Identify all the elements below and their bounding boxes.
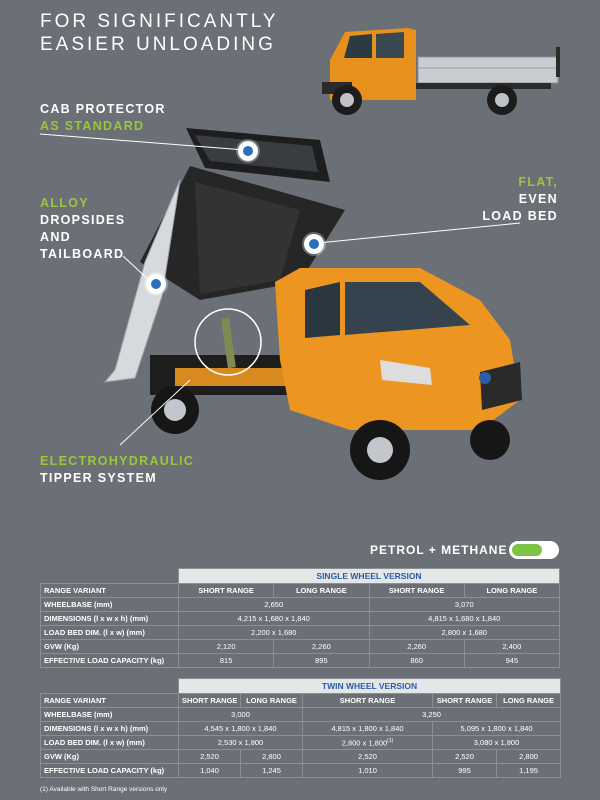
row-label: EFFECTIVE LOAD CAPACITY (kg)	[41, 764, 179, 778]
table-cell: 895	[274, 654, 369, 668]
table-cell: 3,080 x 1,800	[433, 736, 561, 750]
twin-wheel-title: TWIN WHEEL VERSION	[179, 679, 561, 694]
table-cell: 2,530 x 1,800	[179, 736, 303, 750]
table-row	[41, 708, 561, 722]
row-label: WHEELBASE (mm)	[41, 708, 179, 722]
single-wheel-table	[40, 568, 560, 668]
table-cell: 1,245	[241, 764, 303, 778]
table-cell: 2,400	[464, 640, 559, 654]
callout-cab-protector-line-1: CAB PROTECTOR	[40, 102, 166, 116]
table-cell: 4,815 x 1,680 x 1,840	[369, 612, 560, 626]
header-cell: SHORT RANGE	[303, 694, 433, 708]
table-cell: 995	[433, 764, 497, 778]
callout-electrohydraulic	[40, 453, 194, 487]
header-cell: RANGE VARIANT	[41, 584, 179, 598]
row-label: LOAD BED DIM. (l x w) (mm)	[41, 626, 179, 640]
row-label: DIMENSIONS (l x w x h) (mm)	[41, 612, 179, 626]
callout-alloy-dropsides	[40, 195, 125, 263]
table-cell: 815	[179, 654, 274, 668]
table-cell: 3,250	[303, 708, 561, 722]
table-row	[41, 584, 560, 598]
table-cell: 945	[464, 654, 559, 668]
callout-cab-protector-line-2: AS STANDARD	[40, 119, 145, 133]
row-label: WHEELBASE (mm)	[41, 598, 179, 612]
table-row	[41, 750, 561, 764]
fuel-toggle-knob	[512, 544, 542, 556]
table-cell: 4,815 x 1,800 x 1,840	[303, 722, 433, 736]
header-cell: SHORT RANGE	[179, 694, 241, 708]
table-cell: 4,215 x 1,680 x 1,840	[179, 612, 370, 626]
footnote-marker: (1)	[387, 737, 394, 744]
header-cell: SHORT RANGE	[179, 584, 274, 598]
table-cell: 2,800 x 1,680	[369, 626, 560, 640]
blank-cell	[41, 569, 179, 584]
table-row	[41, 722, 561, 736]
table-row	[41, 764, 561, 778]
table-cell: 2,260	[274, 640, 369, 654]
table-row	[41, 736, 561, 750]
header-cell: LONG RANGE	[241, 694, 303, 708]
small-truck-image	[322, 28, 560, 115]
table-cell: 860	[369, 654, 464, 668]
table-cell: 2,260	[369, 640, 464, 654]
loadbed-value: 2,800 x 1,800	[341, 738, 388, 748]
fuel-toggle[interactable]	[509, 541, 559, 559]
headline-line-1: FOR SIGNIFICANTLY	[40, 11, 279, 32]
table-cell: 5,095 x 1,800 x 1,840	[433, 722, 561, 736]
callout-alloy-line-4: TAILBOARD	[40, 247, 125, 261]
table-cell: 2,520	[303, 750, 433, 764]
table-cell: 2,520	[179, 750, 241, 764]
twin-wheel-table	[40, 678, 561, 778]
footnote: (1) Available with Short Range versions only	[40, 786, 168, 793]
table-cell: 2,200 x 1,680	[179, 626, 370, 640]
table-row	[41, 598, 560, 612]
callout-electro-line-1: ELECTROHYDRAULIC	[40, 454, 195, 468]
header-cell: LONG RANGE	[464, 584, 559, 598]
fuel-label: PETROL + METHANE	[370, 543, 508, 557]
table-cell: 2,520	[433, 750, 497, 764]
table-cell: 1,010	[303, 764, 433, 778]
cab-protector-pin	[238, 141, 258, 161]
table-row	[41, 612, 560, 626]
row-label: LOAD BED DIM. (l x w) (mm)	[41, 736, 179, 750]
table-row	[41, 654, 560, 668]
header-cell: RANGE VARIANT	[41, 694, 179, 708]
callout-electro-line-2: TIPPER SYSTEM	[40, 471, 157, 485]
table-cell: 2,650	[179, 598, 370, 612]
header-cell: LONG RANGE	[274, 584, 369, 598]
load-bed-pin	[304, 234, 324, 254]
header-cell: SHORT RANGE	[369, 584, 464, 598]
table-cell: 3,070	[369, 598, 560, 612]
header-cell: LONG RANGE	[497, 694, 561, 708]
table-cell: 2,120	[179, 640, 274, 654]
callout-flat-line-1: FLAT,	[518, 175, 558, 189]
callout-alloy-line-1: ALLOY	[40, 196, 89, 210]
single-wheel-title: SINGLE WHEEL VERSION	[179, 569, 560, 584]
callout-flat-load-bed	[482, 174, 558, 225]
table-cell: 1,040	[179, 764, 241, 778]
table-row	[41, 694, 561, 708]
dropsides-pin	[146, 274, 166, 294]
table-row	[41, 626, 560, 640]
row-label: GVW (Kg)	[41, 750, 179, 764]
callout-flat-line-2: EVEN	[518, 192, 558, 206]
tipper-truck-image	[105, 128, 522, 480]
table-cell: 2,800	[241, 750, 303, 764]
header-cell: SHORT RANGE	[433, 694, 497, 708]
load-bed-leader	[318, 223, 520, 243]
callout-cab-protector	[40, 101, 166, 135]
table-cell: 2,800	[497, 750, 561, 764]
table-cell: 3,000	[179, 708, 303, 722]
row-label: GVW (Kg)	[41, 640, 179, 654]
headline-line-2: EASIER UNLOADING	[40, 34, 276, 55]
table-cell	[303, 736, 433, 750]
row-label: DIMENSIONS (l x w x h) (mm)	[41, 722, 179, 736]
table-cell: 4,545 x 1,800 x 1,840	[179, 722, 303, 736]
blank-cell	[41, 679, 179, 694]
callout-flat-line-3: LOAD BED	[482, 209, 558, 223]
table-cell: 1,195	[497, 764, 561, 778]
row-label: EFFECTIVE LOAD CAPACITY (kg)	[41, 654, 179, 668]
callout-alloy-line-2: DROPSIDES	[40, 213, 126, 227]
callout-alloy-line-3: AND	[40, 230, 71, 244]
table-row	[41, 640, 560, 654]
